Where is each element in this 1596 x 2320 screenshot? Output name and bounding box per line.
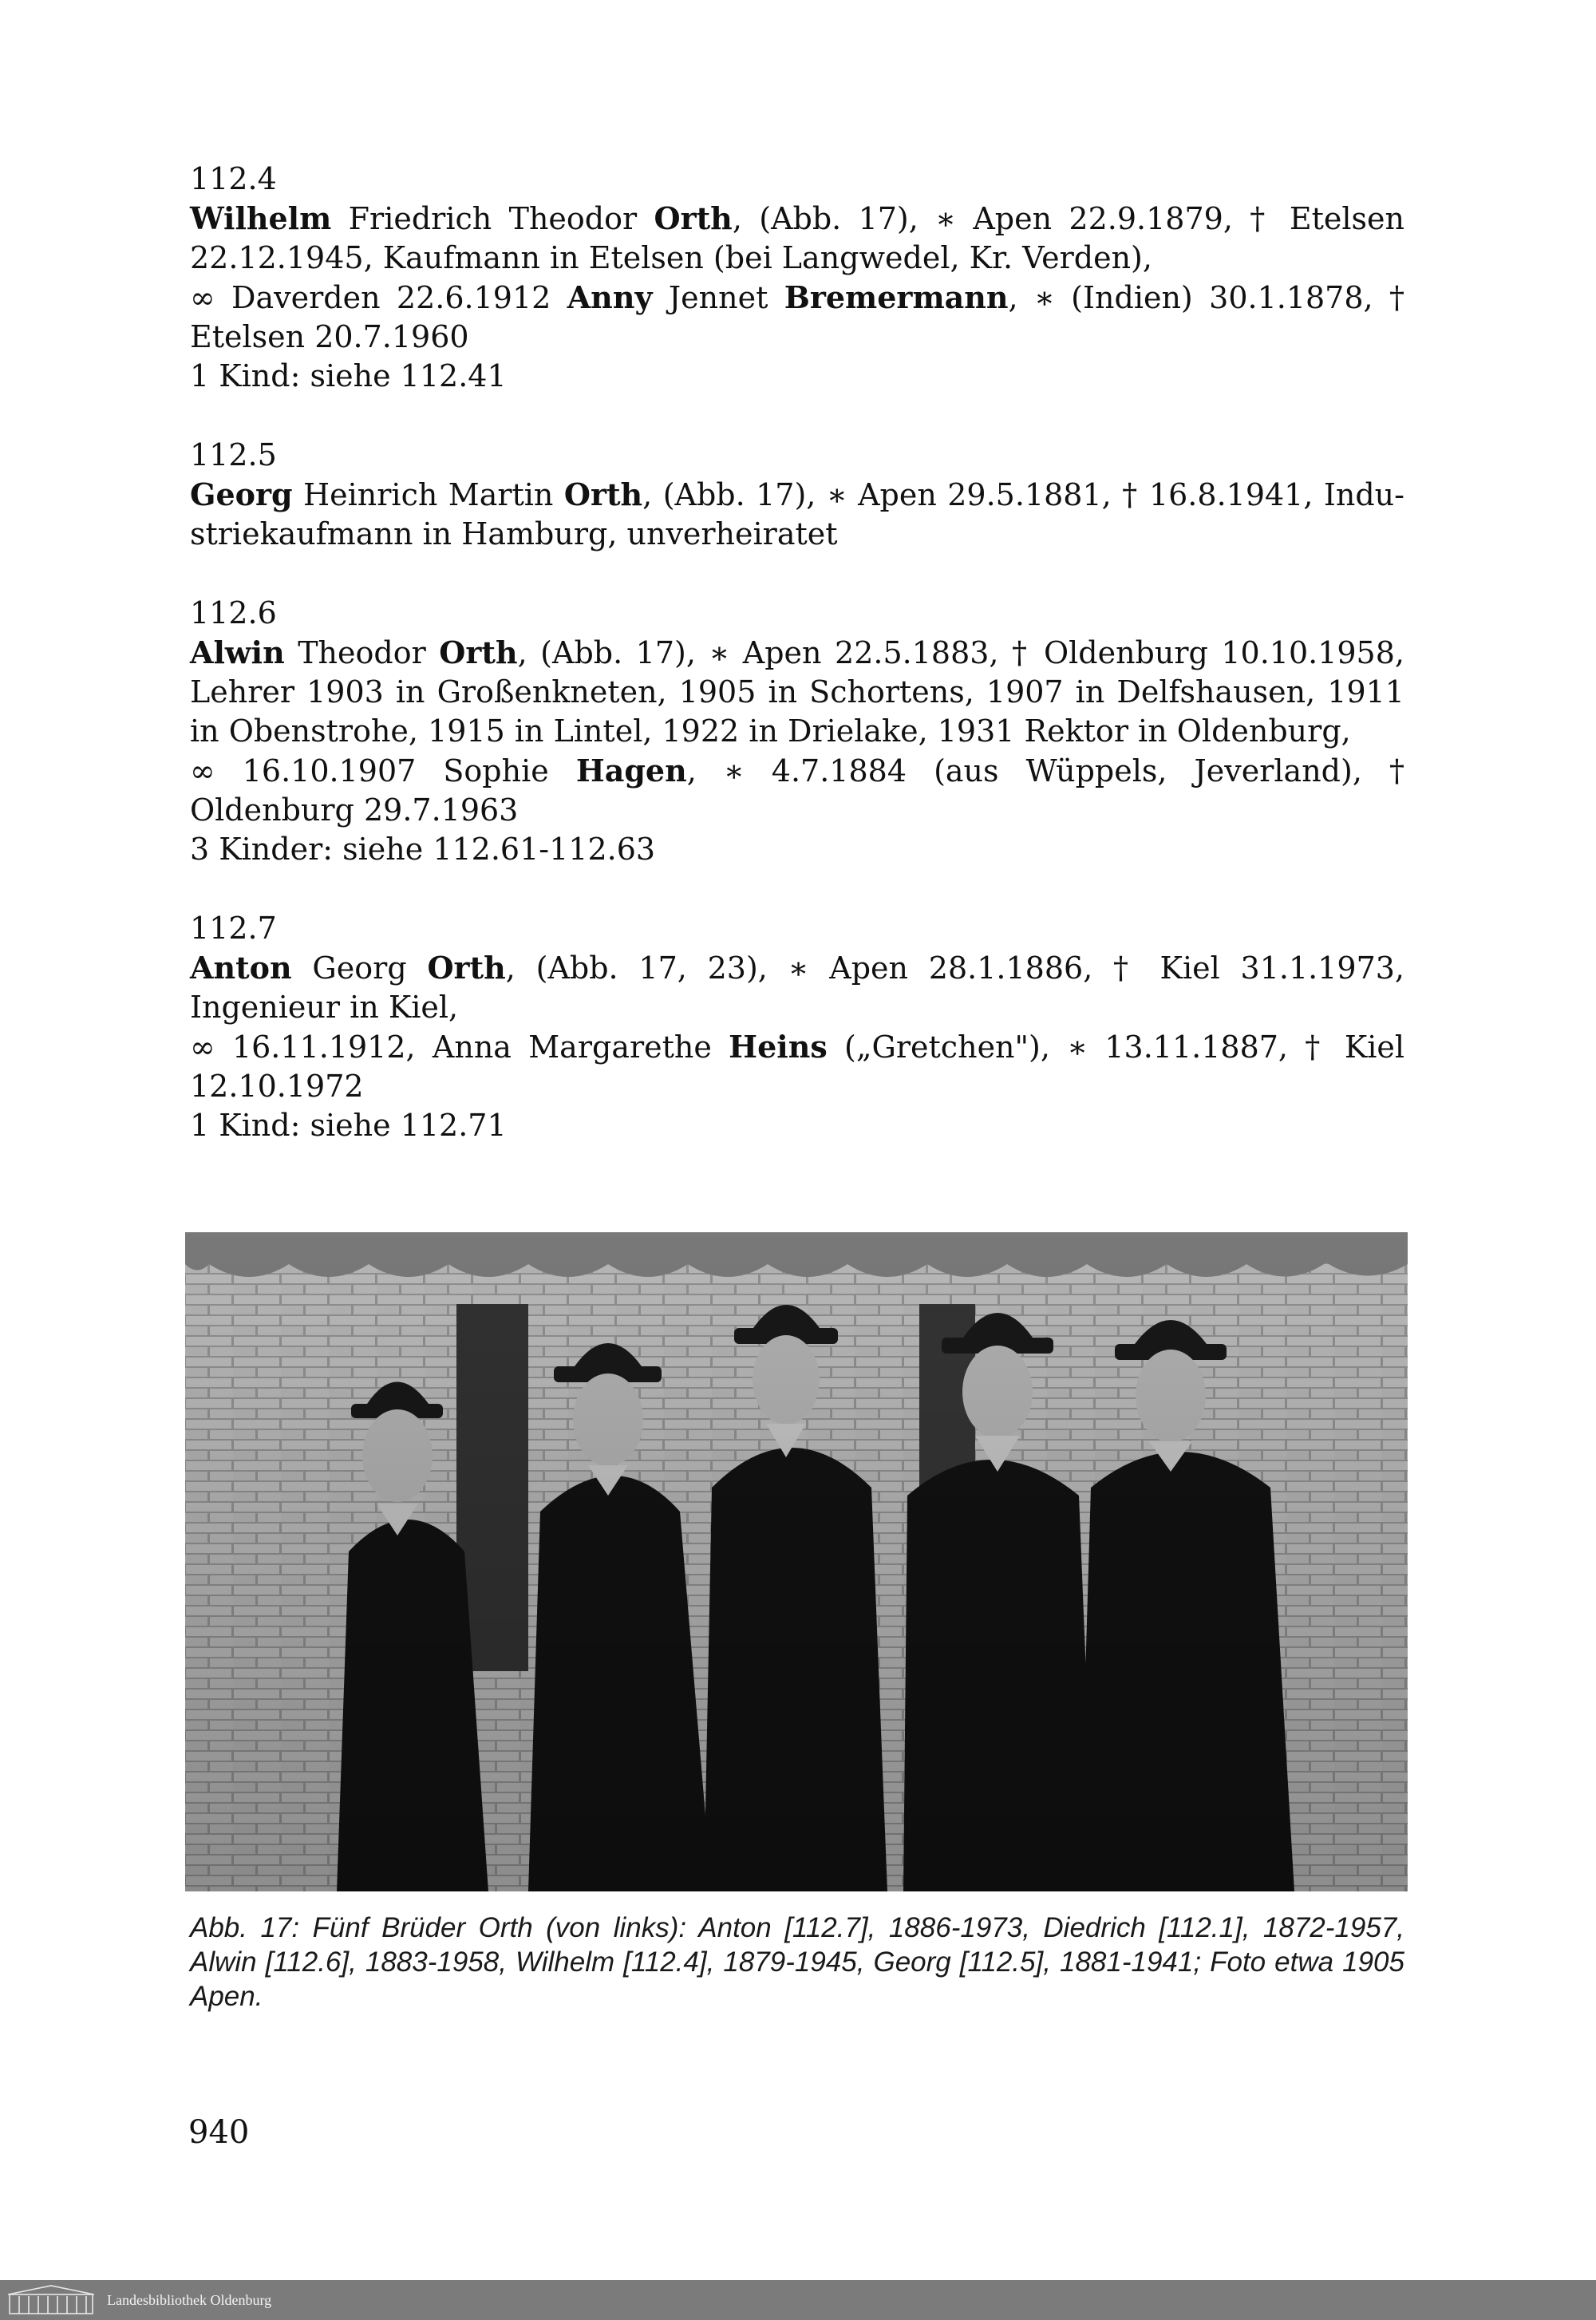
entry-line bbox=[190, 199, 1404, 278]
entry-text: Friedrich Theodor bbox=[331, 201, 654, 236]
entry-text: ∞ Daverden 22.6.1912 bbox=[190, 280, 567, 315]
person-name: Anton bbox=[190, 950, 292, 986]
entry-text: ∞ 16.10.1907 Sophie bbox=[190, 753, 576, 788]
entry-text: Heinrich Martin bbox=[292, 477, 564, 512]
entry-text: ∞ 16.11.1912, Anna Margarethe bbox=[190, 1030, 729, 1065]
person-name: Wilhelm bbox=[190, 200, 332, 236]
entry-line bbox=[190, 1027, 1404, 1106]
entry-text: , (Abb. 17), ∗ Apen 29.5.1881, † 16.8.1941, Industriekaufmann in Hamburg, unverheiratet bbox=[190, 477, 1404, 551]
genealogy-entry bbox=[190, 160, 1404, 396]
entry-text: , (Abb. 17), ∗ Apen 22.9.1879, † Etelsen 22.12.1945, Kaufmann in Etelsen (bei Langwedel, Kr. Verden), bbox=[190, 201, 1404, 275]
entry-line bbox=[190, 475, 1404, 554]
person-name: Anny bbox=[567, 279, 653, 315]
person-name: Alwin bbox=[190, 634, 285, 670]
group-photo bbox=[185, 1232, 1408, 1891]
person-name: Orth bbox=[439, 634, 518, 670]
entry-text: , (Abb. 17, 23), ∗ Apen 28.1.1886, † Kiel 31.1.1973, Ingenieur in Kiel, bbox=[190, 951, 1405, 1025]
library-footer-bar bbox=[0, 2280, 1596, 2320]
entry-text: , (Abb. 17), ∗ Apen 22.5.1883, † Oldenburg 10.10.1958, Lehrer 1903 in Großenkneten, 1905 in Schortens, 1907 in Delfshausen, 1911 in Obenstrohe, 1915 in Lintel, 1922 in Drielake, 1931 Rektor in Oldenburg, bbox=[190, 635, 1404, 749]
person-name: Orth bbox=[427, 950, 506, 986]
entry-number: 112.5 bbox=[190, 437, 277, 472]
entry-text: , ∗ 4.7.1884 (aus Wüppels, Jeverland), † Oldenburg 29.7.1963 bbox=[190, 753, 1404, 828]
entry-line bbox=[190, 948, 1404, 1027]
genealogy-entry bbox=[190, 436, 1404, 554]
entry-line bbox=[190, 357, 1404, 396]
figure-caption: Abb. 17: Fünf Brüder Orth (von links): Anton [112.7], 1886-1973, Diedrich [112.1], 1872-1957, Alwin [112.6], 1883-1958, Wilhelm [112.4], 1879-1945, Georg [112.5], 1881-1941; Foto etwa 1905 Apen. bbox=[190, 1912, 1404, 2012]
person-name: Orth bbox=[654, 200, 733, 236]
entry-line bbox=[190, 751, 1404, 830]
entry-text: 3 Kinder: siehe 112.61-112.63 bbox=[190, 832, 656, 867]
entry-line bbox=[190, 1106, 1404, 1145]
person-name: Hagen bbox=[575, 753, 687, 788]
entry-text: Theodor bbox=[284, 635, 440, 670]
entry-line bbox=[190, 633, 1404, 751]
person-name: Heins bbox=[729, 1029, 828, 1065]
page-number: 940 bbox=[188, 2114, 250, 2151]
entry-text: Jennet bbox=[652, 280, 784, 315]
entry-number: 112.6 bbox=[190, 595, 277, 630]
entry-text: 1 Kind: siehe 112.41 bbox=[190, 358, 507, 393]
person-name: Bremermann bbox=[784, 279, 1009, 315]
genealogy-entry bbox=[190, 594, 1404, 869]
entry-text: Georg bbox=[291, 951, 428, 986]
entry-number: 112.7 bbox=[190, 911, 277, 946]
entry-line bbox=[190, 278, 1404, 357]
genealogy-text-column bbox=[190, 160, 1404, 1185]
person-name: Orth bbox=[563, 476, 643, 512]
library-name: Landesbibliothek Oldenburg bbox=[107, 2292, 272, 2308]
genealogy-entry bbox=[190, 909, 1404, 1145]
entry-text: 1 Kind: siehe 112.71 bbox=[190, 1108, 507, 1143]
entry-text: , ∗ (Indien) 30.1.1878, † Etelsen 20.7.1960 bbox=[190, 280, 1404, 354]
entry-number: 112.4 bbox=[190, 161, 277, 196]
entry-line bbox=[190, 830, 1404, 869]
person-name: Georg bbox=[190, 476, 293, 512]
entry-text: („Gretchen"), ∗ 13.11.1887, † Kiel 12.10.1972 bbox=[190, 1030, 1405, 1104]
library-building-logo-icon bbox=[5, 2283, 97, 2317]
